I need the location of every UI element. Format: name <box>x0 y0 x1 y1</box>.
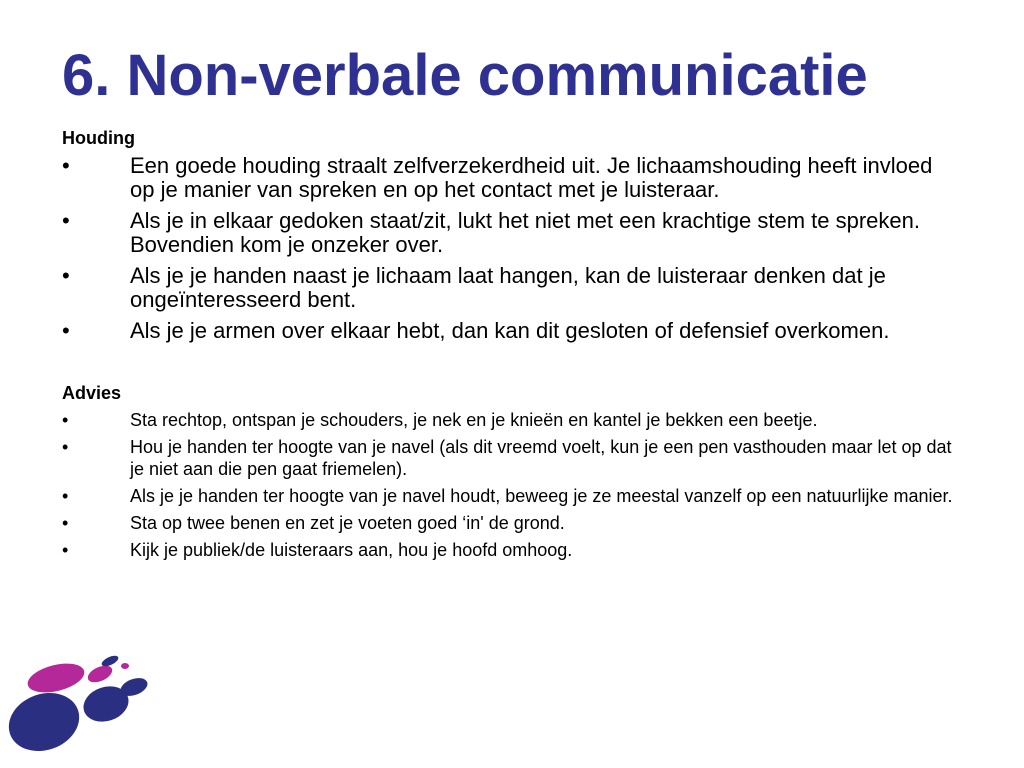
section-heading: Houding <box>62 128 135 148</box>
list-item-text: Een goede houding straalt zelfverzekerdheid uit. Je lichaamshouding heeft invloed op je manier van spreken en op het contact met je luisteraar. <box>130 153 933 202</box>
bullet-list <box>62 409 962 561</box>
list-item <box>62 436 962 480</box>
list-item <box>62 209 962 257</box>
section-advies <box>62 381 962 561</box>
bullet-marker: • <box>62 486 69 506</box>
list-item-text: Kijk je publiek/de luisteraars aan, hou je hoofd omhoog. <box>130 540 573 560</box>
list-item <box>62 154 962 202</box>
circles-logo <box>0 652 160 768</box>
list-item-text: Als je in elkaar gedoken staat/zit, lukt het niet met een krachtige stem te spreken. Bovendien kom je onzeker over. <box>130 208 920 257</box>
list-item <box>62 485 962 507</box>
list-item-text: Als je je handen naast je lichaam laat hangen, kan de luisteraar denken dat je ongeïnteresseerd bent. <box>130 263 886 312</box>
list-item <box>62 539 962 561</box>
section-houding <box>62 126 962 343</box>
bullet-marker: • <box>62 513 69 533</box>
bullet-marker: • <box>62 437 69 457</box>
logo-circle-large-navy <box>1 683 88 760</box>
slide-title: 6. Non-verbale communicatie <box>62 43 868 108</box>
bullet-list <box>62 154 962 343</box>
bullet-marker: • <box>62 153 70 178</box>
list-item-text: Als je je armen over elkaar hebt, dan kan dit gesloten of defensief overkomen. <box>130 318 890 343</box>
bullet-marker: • <box>62 410 69 430</box>
list-item <box>62 409 962 431</box>
list-item-text: Hou je handen ter hoogte van je navel (als dit vreemd voelt, kun je een pen vasthouden maar let op dat je niet aan die pen gaat friemelen). <box>130 437 952 479</box>
list-item <box>62 512 962 534</box>
bullet-marker: • <box>62 318 70 343</box>
bullet-marker: • <box>62 540 69 560</box>
slide-body <box>62 126 962 566</box>
logo-circle-small-magenta <box>85 662 114 685</box>
bullet-marker: • <box>62 208 70 233</box>
section-heading: Advies <box>62 383 122 403</box>
list-item <box>62 264 962 312</box>
list-item-text: Sta op twee benen en zet je voeten goed ‘in' de grond. <box>130 513 565 533</box>
logo-circle-magenta <box>25 658 88 697</box>
list-item-text: Sta rechtop, ontspan je schouders, je nek en je knieën en kantel je bekken een beetje. <box>130 410 818 430</box>
logo-circle-dot-magenta <box>121 663 129 669</box>
bullet-marker: • <box>62 263 70 288</box>
list-item <box>62 319 962 343</box>
list-item-text: Als je je handen ter hoogte van je navel houdt, beweeg je ze meestal vanzelf op een natuurlijke manier. <box>130 486 953 506</box>
